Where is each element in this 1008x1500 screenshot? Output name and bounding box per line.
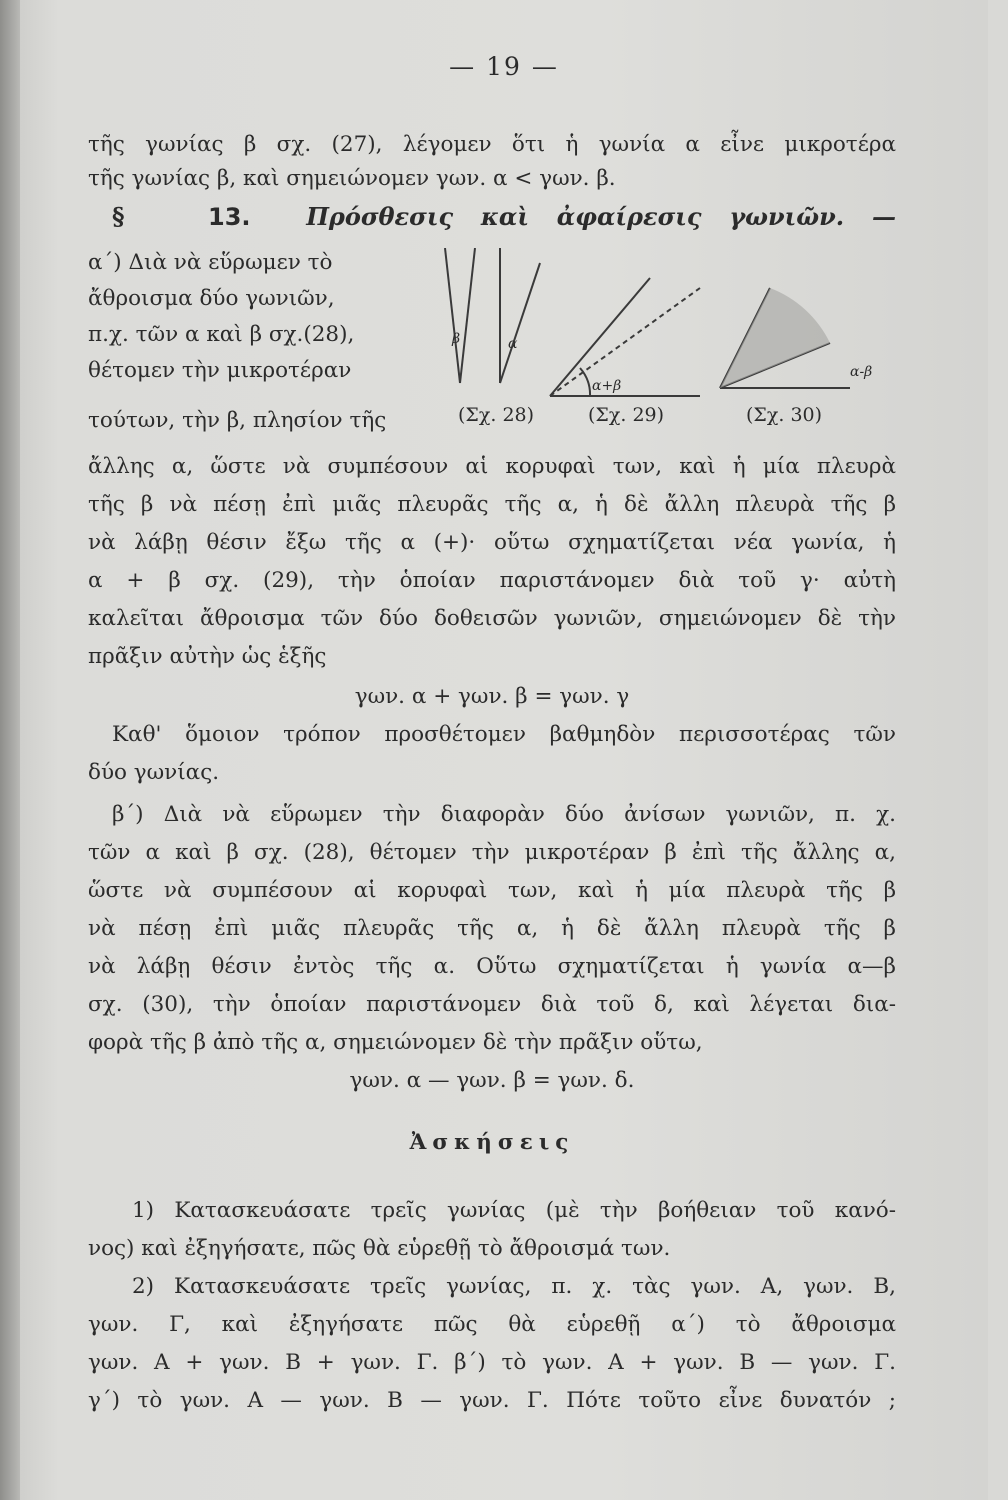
text-line: φορὰ τῆς β ἀπὸ τῆς α, σημειώνομεν δὲ τὴν πρᾶξιν οὕτω, (88, 1030, 703, 1055)
book-page (20, 0, 988, 1500)
exercise-line: 2) Κατασκευάσατε τρεῖς γωνίας, π. χ. τὰς γων. Α, γων. Β, (132, 1274, 896, 1299)
text-line: ἄθροισμα δύο γωνιῶν, (88, 286, 335, 311)
figure-label-alpha-beta: α-β (850, 364, 873, 380)
page-number: — 19 — (449, 52, 559, 81)
text-line: τῆς β νὰ πέσῃ ἐπὶ μιᾶς πλευρᾶς τῆς α, ἡ δὲ ἄλλη πλευρὰ τῆς β (88, 492, 896, 517)
text-line: τῶν α καὶ β σχ. (28), θέτομεν τὴν μικροτέραν β ἐπὶ τῆς ἄλλης α, (88, 840, 896, 865)
binding-gutter (0, 0, 20, 1500)
text-line: α΄) Διὰ νὰ εὕρωμεν τὸ (88, 250, 333, 275)
angle-figures (430, 248, 900, 430)
exercise-line: γων. Γ, καὶ ἐξηγήσατε πῶς θὰ εὑρεθῇ α΄) τὸ ἄθροισμα (88, 1312, 896, 1337)
exercise-line: γ΄) τὸ γων. Α — γων. Β — γων. Γ. Πότε τοῦτο εἶνε δυνατόν ; (88, 1388, 896, 1413)
text-line: θέτομεν τὴν μικροτέραν (88, 358, 352, 383)
section-title: Πρόσθεσις καὶ ἀφαίρεσις γωνιῶν. — (306, 202, 896, 231)
section-number: 13. (208, 203, 251, 231)
exercises-heading: Ἀσκήσεις (409, 1130, 575, 1155)
exercise-line: 1) Κατασκευάσατε τρεῖς γωνίας (μὲ τὴν βοήθειαν τοῦ κανό- (132, 1198, 896, 1223)
exercise-line: γων. Α + γων. Β + γων. Γ. β΄) τὸ γων. Α + γων. Β — γων. Γ. (88, 1350, 896, 1375)
figure-label-alpha: α (508, 336, 518, 352)
figure-caption: (Σχ. 30) (746, 404, 823, 426)
text-line: τῆς γωνίας β, καὶ σημειώνομεν γων. α < γων. β. (88, 166, 616, 191)
figure-caption: (Σχ. 28) (458, 404, 535, 426)
text-line: σχ. (30), τὴν ὁποίαν παριστάνομεν διὰ τοῦ δ, καὶ λέγεται δια- (88, 992, 896, 1017)
figure-28 (445, 248, 540, 383)
text-line: νὰ λάβῃ θέσιν ἔξω τῆς α (+)· οὕτω σχηματίζεται νέα γωνία, ἡ (88, 530, 896, 555)
exercise-line: νος) καὶ ἐξηγήσατε, πῶς θὰ εὑρεθῇ τὸ ἄθροισμά των. (88, 1236, 671, 1261)
text-line: νὰ λάβῃ θέσιν ἐντὸς τῆς α. Οὕτω σχηματίζεται ἡ γωνία α—β (88, 954, 896, 979)
text-line: ἄλλης α, ὥστε νὰ συμπέσουν αἱ κορυφαὶ των, καὶ ἡ μία πλευρὰ (88, 454, 896, 479)
figure-label-sum: α+β (592, 378, 622, 394)
figure-29 (550, 278, 700, 396)
text-line: πρᾶξιν αὐτὴν ὡς ἑξῆς (88, 644, 327, 669)
formula: γων. α + γων. β = γων. γ (354, 684, 630, 709)
text-line: τούτων, τὴν β, πλησίον τῆς (88, 408, 387, 433)
figure-caption: (Σχ. 29) (588, 404, 665, 426)
text-line: ὥστε νὰ συμπέσουν αἱ κορυφαὶ των, καὶ ἡ μία πλευρὰ τῆς β (88, 878, 896, 903)
figure-label-beta: β (452, 331, 461, 347)
text-line: α + β σχ. (29), τὴν ὁποίαν παριστάνομεν διὰ τοῦ γ· αὐτὴ (88, 568, 896, 593)
text-line: δύο γωνίας. (88, 760, 220, 785)
text-line: Καθ' ὅμοιον τρόπον προσθέτομεν βαθμηδὸν περισσοτέρας τῶν (112, 722, 896, 747)
text-line: νὰ πέσῃ ἐπὶ μιᾶς πλευρᾶς τῆς α, ἡ δὲ ἄλλη πλευρὰ τῆς β (88, 916, 896, 941)
text-line: β΄) Διὰ νὰ εὕρωμεν τὴν διαφορὰν δύο ἀνίσων γωνιῶν, π. χ. (112, 802, 896, 827)
text-line: τῆς γωνίας β σχ. (27), λέγομεν ὅτι ἡ γωνία α εἶνε μικροτέρα (88, 132, 896, 157)
formula: γων. α — γων. β = γων. δ. (349, 1068, 635, 1093)
section-symbol: § (112, 202, 125, 231)
text-line: καλεῖται ἄθροισμα τῶν δύο δοθεισῶν γωνιῶν, σημειώνομεν δὲ τὴν (88, 606, 896, 631)
section-heading (112, 202, 896, 231)
text-line: π.χ. τῶν α καὶ β σχ.(28), (88, 322, 355, 347)
